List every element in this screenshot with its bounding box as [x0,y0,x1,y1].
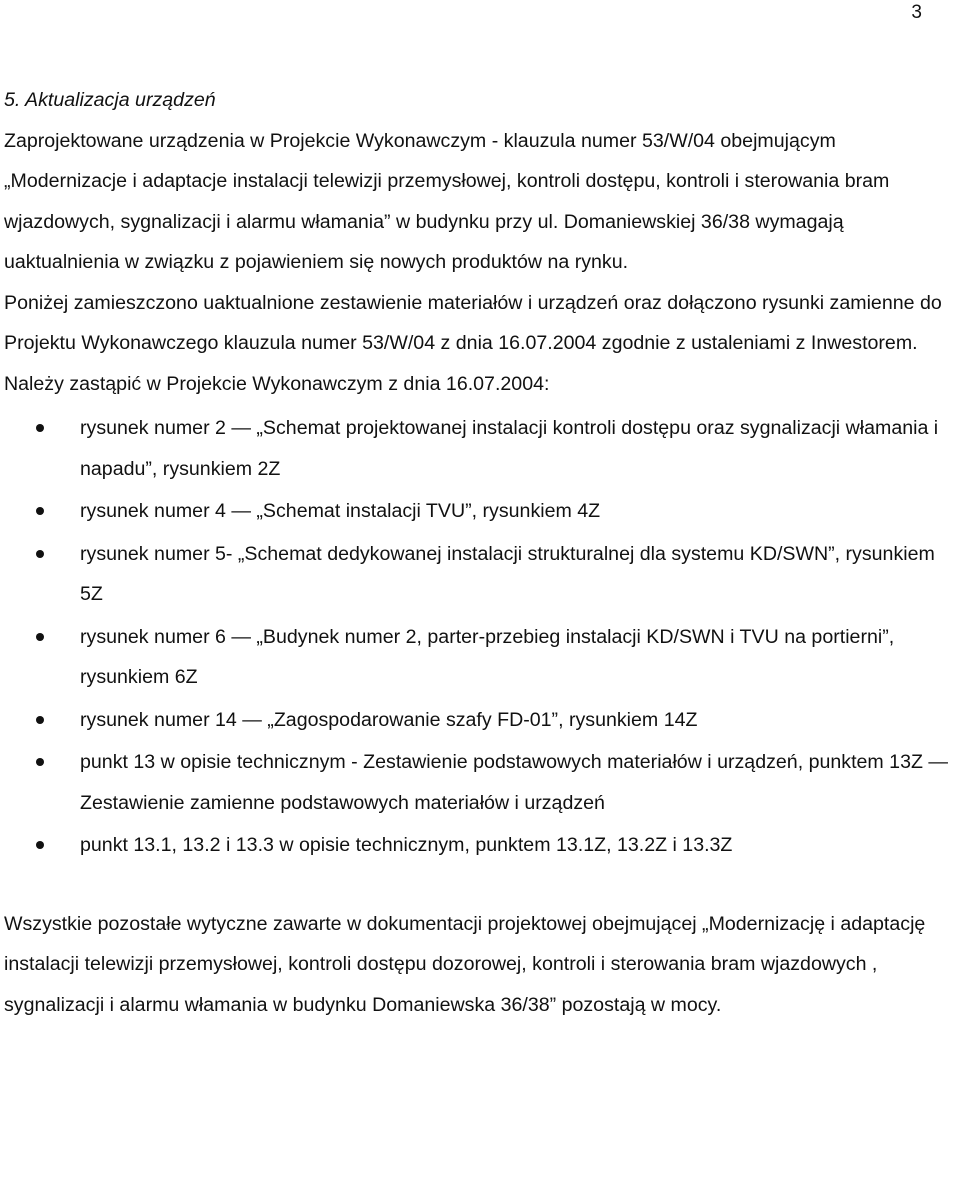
list-item [4,825,956,866]
bullet-icon [36,507,44,515]
bullet-icon [36,633,44,641]
list-item-text: rysunek numer 2 — „Schemat projektowanej instalacji kontroli dostępu oraz sygnalizacji włamania i napadu”, rysunkiem 2Z [80,417,939,480]
replacement-list [4,408,956,866]
bullet-icon [36,716,44,724]
replace-intro: Należy zastąpić w Projekcie Wykonawczym z dnia 16.07.2004: [4,372,550,395]
intro-paragraph: Zaprojektowane urządzenia w Projekcie Wykonawczym - klauzula numer 53/W/04 obejmującym „Modernizacje i adaptacje instalacji telewizji przemysłowej, kontroli dostępu, kontroli i sterowania bram wjazdowych, sygnalizacji i alarmu włamania” w budynku przy ul. Domaniewskiej 36/38 wymagają uaktualnienia w związku z pojawieniem się nowych produktów na rynku. [4,129,890,273]
update-paragraph: Poniżej zamieszczono uaktualnione zestawienie materiałów i urządzeń oraz dołączono rysunki zamienne do Projektu Wykonawczego klauzula numer 53/W/04 z dnia 16.07.2004 zgodnie z ustaleniami z Inwestorem. [4,291,942,354]
section-heading: 5. Aktualizacja urządzeń [4,89,216,111]
bullet-icon [36,758,44,766]
list-item-text: rysunek numer 6 — „Budynek numer 2, parter-przebieg instalacji KD/SWN i TVU na portierni”, rysunkiem 6Z [80,625,895,688]
page-number: 3 [911,2,922,23]
list-item-text: punkt 13 w opisie technicznym - Zestawienie podstawowych materiałów i urządzeń, punktem 13Z — Zestawienie zamienne podstawowych materiałów i urządzeń [80,751,948,814]
list-item [4,534,956,615]
list-item [4,742,956,823]
list-item-text: punkt 13.1, 13.2 i 13.3 w opisie technicznym, punktem 13.1Z, 13.2Z i 13.3Z [80,834,733,856]
list-item [4,617,956,698]
bullet-icon [36,424,44,432]
bullet-icon [36,550,44,558]
list-item [4,700,956,741]
document-body [4,80,956,1025]
list-item-text: rysunek numer 4 — „Schemat instalacji TVU”, rysunkiem 4Z [80,500,601,522]
closing-paragraph: Wszystkie pozostałe wytyczne zawarte w dokumentacji projektowej obejmującej „Modernizację i adaptację instalacji telewizji przemysłowej, kontroli dostępu dozorowej, kontroli i sterowania bram wjazdowych , sygnalizacji i alarmu włamania w budynku Domaniewska 36/38” pozostają w mocy. [4,912,926,1016]
bullet-icon [36,841,44,849]
list-item-text: rysunek numer 5- „Schemat dedykowanej instalacji strukturalnej dla systemu KD/SWN”, rysunkiem 5Z [80,542,935,605]
list-item [4,408,956,489]
list-item [4,491,956,532]
list-item-text: rysunek numer 14 — „Zagospodarowanie szafy FD-01”, rysunkiem 14Z [80,708,698,731]
